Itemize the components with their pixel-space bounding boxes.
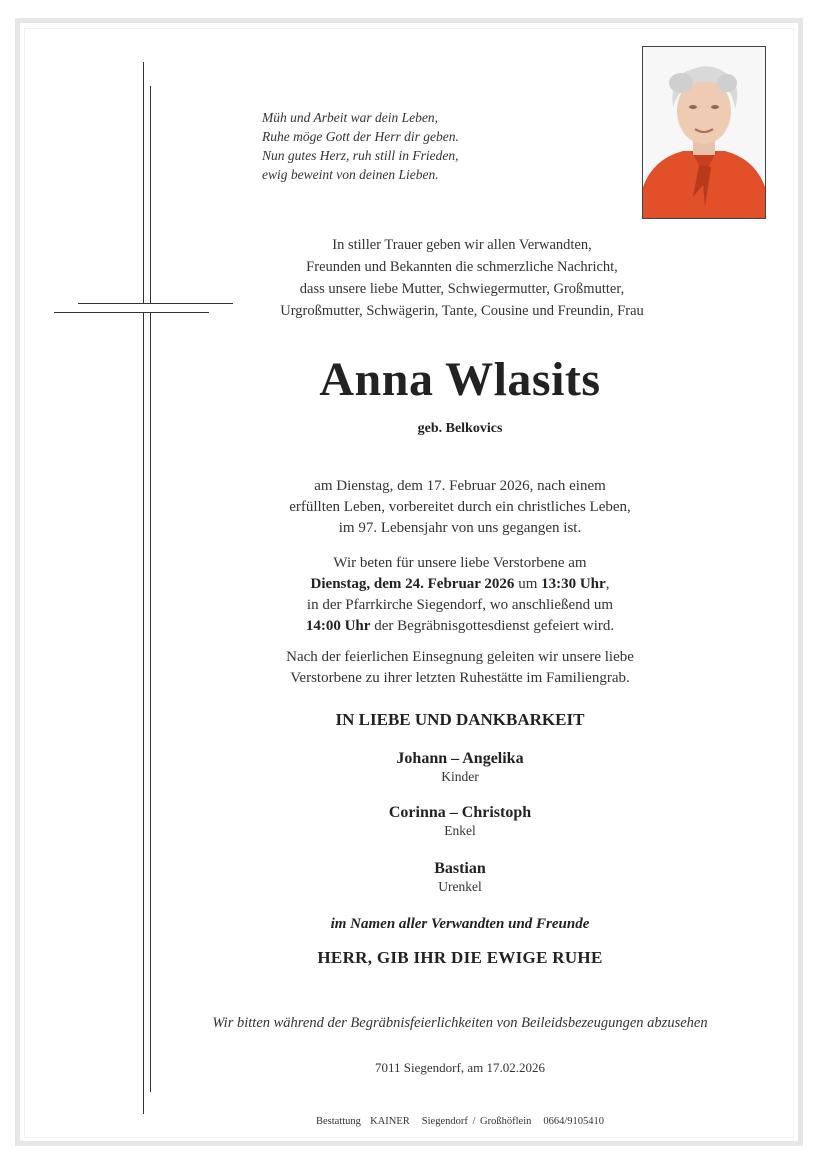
death-notice — [230, 476, 690, 539]
footer — [200, 1116, 720, 1127]
funeral-company: Bestattung KAINER — [315, 1116, 410, 1127]
mass-time: 14:00 Uhr — [305, 618, 371, 634]
burial-line: Nach der feierlichen Einsegnung geleiten wir unsere liebe — [286, 649, 634, 665]
intro-line: In stiller Trauer geben wir allen Verwandten, — [332, 237, 592, 253]
mass-rest: der Begräbnisgottesdienst gefeiert wird. — [370, 618, 615, 634]
family-role: Urenkel — [438, 879, 482, 894]
family-group — [260, 860, 660, 895]
service-line: in der Pfarrkirche Siegendorf, wo anschließend um — [306, 597, 614, 613]
announcement-intro — [232, 234, 692, 322]
motto-line: ewig beweint von deinen Lieben. — [262, 167, 439, 182]
service-line: Wir beten für unsere liebe Verstorbene am — [333, 555, 587, 571]
service-um: um — [514, 576, 542, 592]
portrait-image — [643, 47, 765, 218]
motto-verse — [262, 108, 582, 184]
service-date: Dienstag, dem 24. Februar 2026 — [310, 576, 515, 592]
condolence-notice: Wir bitten während der Begräbnisfeierlichkeiten von Beileidsbezeugungen abzusehen — [212, 1015, 708, 1031]
service-time: 13:30 Uhr — [541, 576, 606, 592]
family-names: Johann – Angelika — [396, 750, 524, 767]
prayer-line: HERR, GIB IHR DIE EWIGE RUHE — [317, 948, 603, 967]
family-names: Corinna – Christoph — [388, 804, 532, 821]
family-group — [260, 750, 660, 785]
intro-line: Freunden und Bekannten die schmerzliche Nachricht, — [306, 259, 618, 275]
family-role: Enkel — [444, 823, 476, 838]
intro-line: dass unsere liebe Mutter, Schwiegermutter, Großmutter, — [299, 281, 625, 297]
deceased-name: Anna Wlasits — [319, 353, 601, 406]
family-names: Bastian — [434, 860, 486, 877]
service-line — [230, 574, 690, 595]
death-line: erfüllten Leben, vorbereitet durch ein christliches Leben, — [289, 499, 631, 515]
company-locations: Siegendorf / Großhöflein — [421, 1116, 532, 1127]
closing-line: im Namen aller Verwandten und Freunde — [330, 916, 590, 932]
service-details — [230, 553, 690, 637]
death-line: am Dienstag, dem 17. Februar 2026, nach einem — [314, 478, 606, 494]
motto-line: Ruhe möge Gott der Herr dir geben. — [262, 129, 459, 144]
gratitude-heading: IN LIEBE UND DANKBARKEIT — [335, 710, 585, 729]
service-comma: , — [605, 576, 610, 592]
company-phone: 0664/9105410 — [543, 1116, 605, 1127]
intro-line: Urgroßmutter, Schwägerin, Tante, Cousine und Freundin, Frau — [280, 303, 644, 319]
service-line — [230, 616, 690, 637]
burial-notice — [230, 647, 690, 689]
motto-line: Nun gutes Herz, ruh still in Frieden, — [262, 148, 459, 163]
birth-name: geb. Belkovics — [417, 421, 503, 436]
place-date: 7011 Siegendorf, am 17.02.2026 — [375, 1060, 545, 1075]
portrait-photo — [642, 46, 766, 219]
death-line: im 97. Lebensjahr von uns gegangen ist. — [338, 520, 582, 536]
burial-line: Verstorbene zu ihrer letzten Ruhestätte im Familiengrab. — [290, 670, 630, 686]
motto-line: Müh und Arbeit war dein Leben, — [262, 110, 438, 125]
family-group — [260, 804, 660, 839]
family-role: Kinder — [441, 769, 479, 784]
